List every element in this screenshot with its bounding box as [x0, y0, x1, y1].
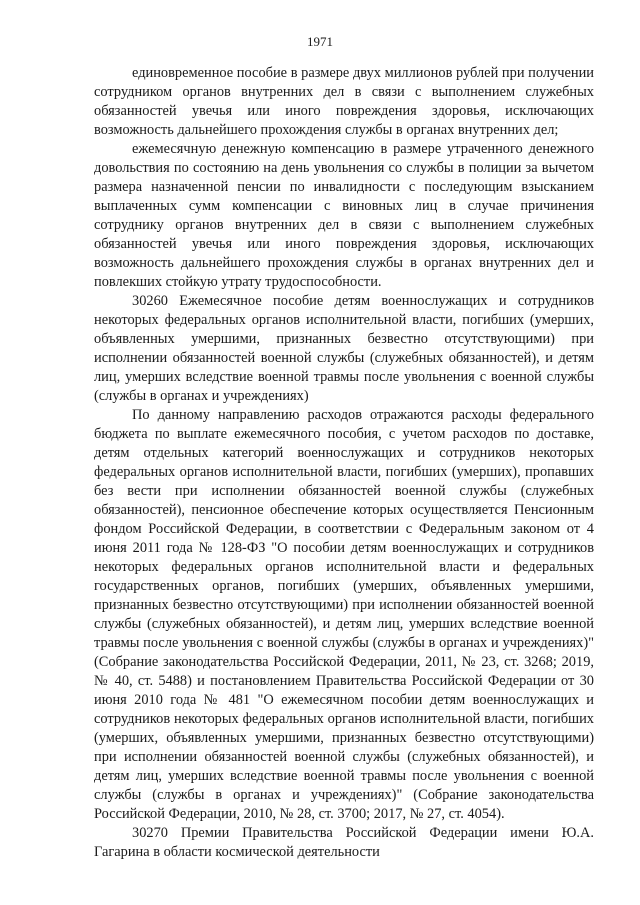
section-heading-30260: 30260 Ежемесячное пособие детям военнослужащих и сотрудников некоторых федеральных органов исполнительной власти, погибших (умерших, объявленных умершими, признанных безвестно отсутствующими) при исполнении обязанностей военной службы (служебных обязанностей), и детям лиц, умерших вследствие военной травмы после увольнения с военной службы (службы в органах и учреждениях)	[94, 293, 594, 404]
section-heading-30270: 30270 Премии Правительства Российской Федерации имени Ю.А. Гагарина в области космической деятельности	[94, 825, 594, 860]
paragraph-lump-sum-benefit: единовременное пособие в размере двух миллионов рублей при получении сотрудником органов внутренних дел в связи с выполнением служебных обязанностей увечья или иного повреждения здоровья, исключающих возможность дальнейшего прохождения службы в органах внутренних дел;	[94, 65, 594, 138]
page-number: 1971	[307, 34, 333, 49]
paragraph-monthly-compensation: ежемесячную денежную компенсацию в размере утраченного денежного довольствия по состоянию на день увольнения со службы в полиции за вычетом размера назначенной пенсии по инвалидности с последующим взысканием выплаченных сумм компенсации с виновных лиц в случае причинения сотруднику органов внутренних дел в связи с выполнением служебных обязанностей увечья или иного повреждения здоровья, исключающих возможность дальнейшего прохождения службы в органах внутренних дел и повлекших стойкую утрату трудоспособности.	[94, 141, 594, 290]
paragraph-expense-description: По данному направлению расходов отражаются расходы федерального бюджета по выплате ежемесячного пособия, с учетом расходов по доставке, детям отдельных категорий военнослужащих и сотрудников некоторых федеральных органов исполнительной власти, погибших (умерших), пропавших без вести при исполнении обязанностей военной службы (служебных обязанностей), пенсионное обеспечение которых осуществляется Пенсионным фондом Российской Федерации, в соответствии с Федеральным законом от 4 июня 2011 года № 128-ФЗ "О пособии детям военнослужащих и сотрудников некоторых федеральных органов исполнительной власти и федеральных государственных органов, погибших (умерших, объявленных умершими, признанных безвестно отсутствующими) при исполнении обязанностей военной службы (служебных обязанностей), и детям лиц, умерших вследствие военной травмы после увольнения с военной службы (службы в органах и учреждениях)" (Собрание законодательства Российской Федерации, 2011, № 23, ст. 3268; 2019, № 40, ст. 5488) и постановлением Правительства Российской Федерации от 30 июня 2010 года № 481 "О ежемесячном пособии детям военнослужащих и сотрудников некоторых федеральных органов исполнительной власти, погибших (умерших, объявленных умершими, признанных безвестно отсутствующими) при исполнении обязанностей военной службы (служебных обязанностей), и детям лиц, умерших вследствие военной травмы после увольнения с военной службы (службы в органах и учреждениях)" (Собрание законодательства Российской Федерации, 2010, № 28, ст. 3700; 2017, № 27, ст. 4054).	[94, 407, 594, 822]
document-body	[94, 64, 594, 862]
